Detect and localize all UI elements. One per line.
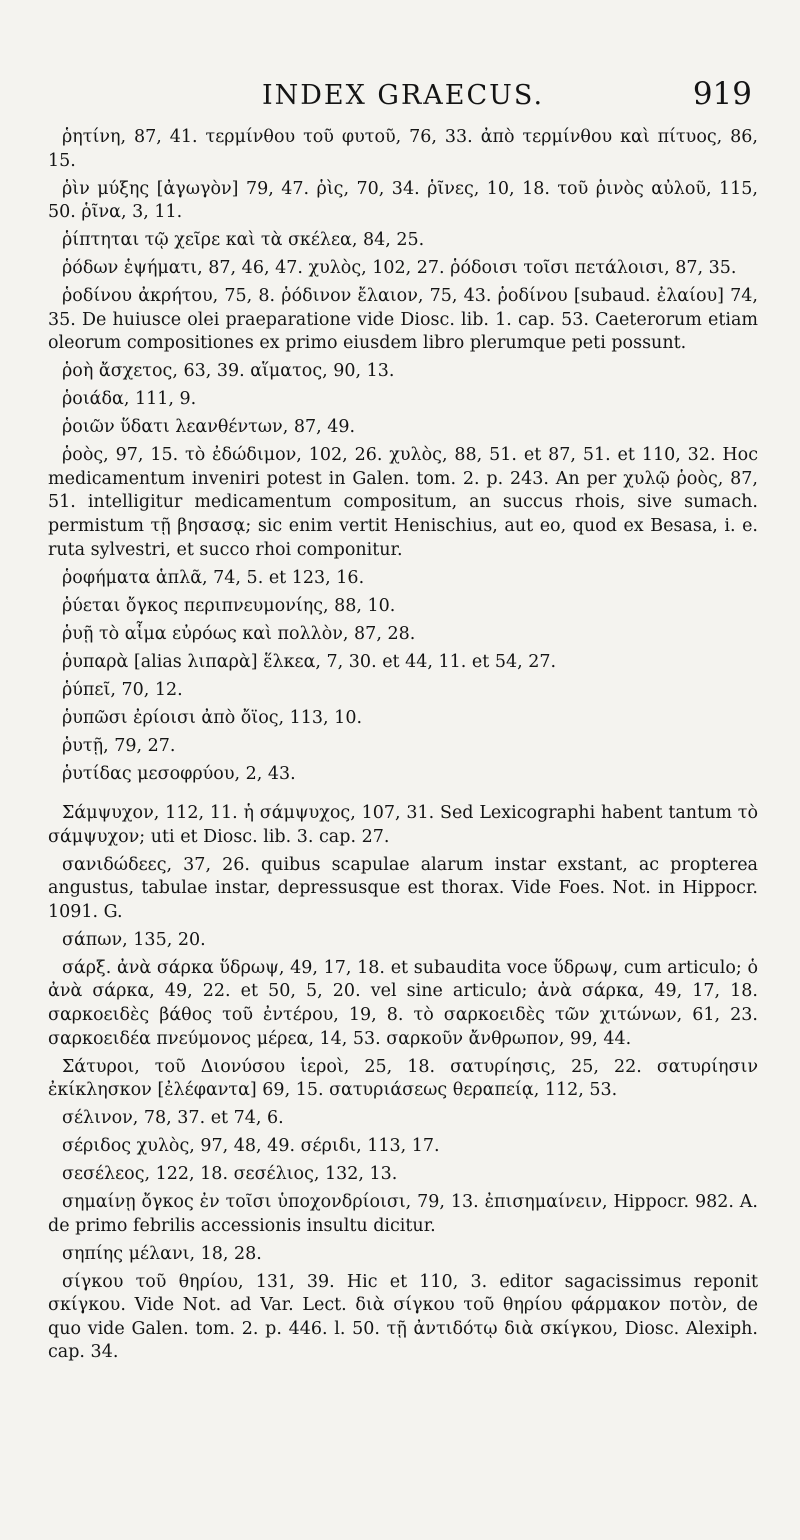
index-entry: ῥοιῶν ὕδατι λεανθέντων, 87, 49. xyxy=(62,417,356,438)
index-entry: ῥοδίνου ἀκρήτου, 75, 8. ῥόδινον ἔλαιον, 75, 43. ῥοδίνου [subaud. ἐλαίου] 74, 35. De huiusce olei praeparatione vide Diosc. lib. 1. cap. 53. Caeterorum etiam oleorum compositiones ex primo eiusdem libro plerumque peti possunt. xyxy=(48,286,758,354)
index-entry: ῥόδων ἑψήματι, 87, 46, 47. χυλὸς, 102, 27. ῥόδοισι τοῖσι πετάλοισι, 87, 35. xyxy=(62,258,737,279)
index-entry: ῥυτίδας μεσοφρύου, 2, 43. xyxy=(62,763,296,784)
index-entry: ῥύεται ὄγκος περιπνευμονίης, 88, 10. xyxy=(62,595,396,616)
index-entry: ῥητίνη, 87, 41. τερμίνθου τοῦ φυτοῦ, 76, 33. ἀπὸ τερμίνθου καὶ πίτυος, 86, 15. xyxy=(48,127,758,171)
index-entry: ῥυῇ τὸ αἷμα εὐρόως καὶ πολλὸν, 87, 28. xyxy=(62,623,416,644)
index-entry: σάπων, 135, 20. xyxy=(62,929,206,950)
index-entry: ῥὶν μύξης [ἀγωγὸν] 79, 47. ῥὶς, 70, 34. ῥῖνες, 10, 18. τοῦ ῥινὸς αὐλοῦ, 115, 50. ῥῖνα, 3, 11. xyxy=(48,178,758,223)
index-entry: σίγκου τοῦ θηρίου, 131, 39. Hic et 110, 3. editor sagacissimus reponit σκίγκου. Vide Not. ad Var. Lect. διὰ σίγκου τοῦ θηρίου φάρμακον ποτὸν, de quo vide Galen. tom. 2. p. 446. l. 50. τῇ ἀντιδότῳ διὰ σκίγκου, Diosc. Alexiph. cap. 34. xyxy=(48,1271,758,1363)
index-entry: Σάτυροι, τοῦ Διονύσου ἱεροὶ, 25, 18. σατυρίησις, 25, 22. σατυρίησιν ἐκίκλησκον [ἐλέφαντα] 69, 15. σατυριάσεως θεραπείᾳ, 112, 53. xyxy=(48,1056,758,1101)
index-entry: ῥοιάδα, 111, 9. xyxy=(62,389,197,410)
index-entry: σέλινον, 78, 37. et 74, 6. xyxy=(62,1108,284,1129)
index-entries xyxy=(48,126,758,1365)
index-entry: σέριδος χυλὸς, 97, 48, 49. σέριδι, 113, 17. xyxy=(62,1136,440,1157)
index-entry: ῥυπῶσι ἐρίοισι ἀπὸ ὄϊος, 113, 10. xyxy=(62,707,363,728)
running-title: INDEX GRAECUS. xyxy=(261,80,545,111)
page-header xyxy=(48,72,758,120)
index-entry: ῥίπτηται τῷ χεῖρε καὶ τὰ σκέλεα, 84, 25. xyxy=(62,230,425,251)
index-entry: ῥύπεῖ, 70, 12. xyxy=(62,679,183,700)
index-entry: Σάμψυχον, 112, 11. ἡ σάμψυχος, 107, 31. Sed Lexicographi habent tantum τὸ σάμψυχον; uti et Diosc. lib. 3. cap. 27. xyxy=(48,803,758,847)
index-entry: σεσέλεος, 122, 18. σεσέλιος, 132, 13. xyxy=(62,1164,398,1185)
index-entry: ῥυτῇ, 79, 27. xyxy=(62,735,176,756)
page-number: 919 xyxy=(692,76,752,112)
index-entry: ῥοφήματα ἁπλᾶ, 74, 5. et 123, 16. xyxy=(62,567,365,588)
index-entry: σημαίνῃ ὄγκος ἐν τοῖσι ὑποχονδρίοισι, 79, 13. ἐπισημαίνειν, Hippocr. 982. A. de primo febrilis accessionis insultu dicitur. xyxy=(48,1192,758,1236)
index-entry: σανιδώδεες, 37, 26. quibus scapulae alarum instar exstant, ac propterea angustus, tabulae instar, depressusque est thorax. Vide Foes. Not. in Hippocr. 1091. G. xyxy=(48,854,758,922)
index-entry: ῥυπαρὰ [alias λιπαρὰ] ἕλκεα, 7, 30. et 44, 11. et 54, 27. xyxy=(62,651,557,672)
index-entry: ῥοὴ ἄσχετος, 63, 39. αἵματος, 90, 13. xyxy=(62,361,395,382)
index-entry: σηπίης μέλανι, 18, 28. xyxy=(62,1243,262,1264)
index-entry: ῥοὸς, 97, 15. τὸ ἐδώδιμον, 102, 26. χυλὸς, 88, 51. et 87, 51. et 110, 32. Hoc medicamentum inveniri potest in Galen. tom. 2. p. 243. An per χυλῷ ῥοὸς, 87, 51. intelligitur medicamentum compositum, an succus rhois, sive sumach. permistum τῇ βησασᾳ; sic enim vertit Henischius, aut eo, quod ex Besasa, i. e. ruta sylvestri, et succo rhoi componitur. xyxy=(48,445,758,560)
index-entry: σάρξ. ἀνὰ σάρκα ὕδρωψ, 49, 17, 18. et subaudita voce ὕδρωψ, cum articulo; ὁ ἀνὰ σάρκα, 49, 22. et 50, 5, 20. vel sine articulo; ἀνὰ σάρκα, 49, 17, 18. σαρκοειδὲς βάθος τοῦ ἐντέρου, 19, 8. τὸ σαρκοειδὲς τῶν χιτώνων, 61, 23. σαρκοειδέα πνεύμονος μέρεα, 14, 53. σαρκοῦν ἄνθρωπον, 99, 44. xyxy=(48,957,758,1049)
